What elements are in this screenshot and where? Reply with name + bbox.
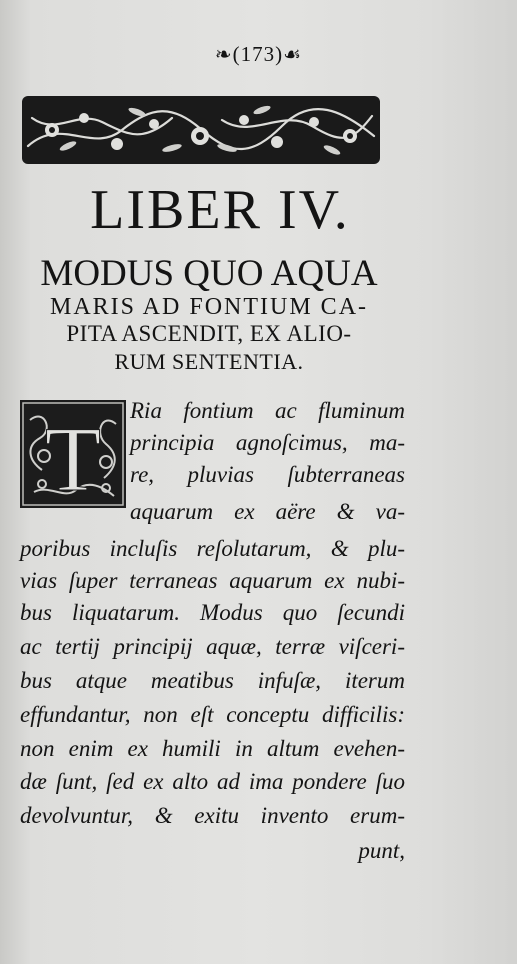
decorated-initial xyxy=(20,400,126,508)
chapter-heading-line-1: MODUS QUO AQUA xyxy=(40,253,378,294)
drop-cap-letter: T xyxy=(44,408,102,508)
body-line-7: bus liquatarum. Modus quo ſecundi xyxy=(20,600,405,625)
book-title: LIBER IV. xyxy=(90,179,350,241)
body-line-8: ac tertij principij aquæ, terræ viſceri- xyxy=(20,634,405,659)
body-line-14: punt, xyxy=(358,838,405,863)
body-line-2: principia agnoſcimus, ma- xyxy=(130,430,405,455)
chapter-heading-line-3: PITA ASCENDIT, EX ALIO- xyxy=(66,321,352,346)
body-line-3: re, pluvias ſubterraneas xyxy=(130,462,405,487)
fleuron-left-icon: ❧ xyxy=(214,44,233,66)
body-line-6: vias ſuper terraneas aquarum ex nubi- xyxy=(20,568,405,593)
floral-headpiece-icon xyxy=(22,96,380,164)
page-bleed-shadow xyxy=(427,0,517,964)
chapter-heading-line-2: MARIS AD FONTIUM CA- xyxy=(49,294,369,320)
fleuron-right-icon: ☙ xyxy=(283,44,303,66)
body-line-5: poribus incluſis reſolutarum, & plu- xyxy=(20,536,405,561)
body-line-10: effundantur, non eſt conceptu difficilis: xyxy=(20,702,405,727)
body-line-11: non enim ex humili in altum evehen- xyxy=(20,736,405,761)
body-line-13: devolvuntur, & exitu invento erum- xyxy=(20,803,405,828)
chapter-heading-line-4: RUM SENTENTIA. xyxy=(114,349,304,374)
body-line-4: aquarum ex aëre & va- xyxy=(130,499,405,524)
page-number: 173 xyxy=(240,42,276,66)
body-line-1: Ria fontium ac fluminum xyxy=(130,398,405,423)
body-line-12: dæ ſunt, ſed ex alto ad ima pondere ſuo xyxy=(20,769,405,794)
body-line-9: bus atque meatibus infuſæ, iterum xyxy=(20,668,405,693)
page-number-line: ❧(173)☙ xyxy=(214,42,303,66)
